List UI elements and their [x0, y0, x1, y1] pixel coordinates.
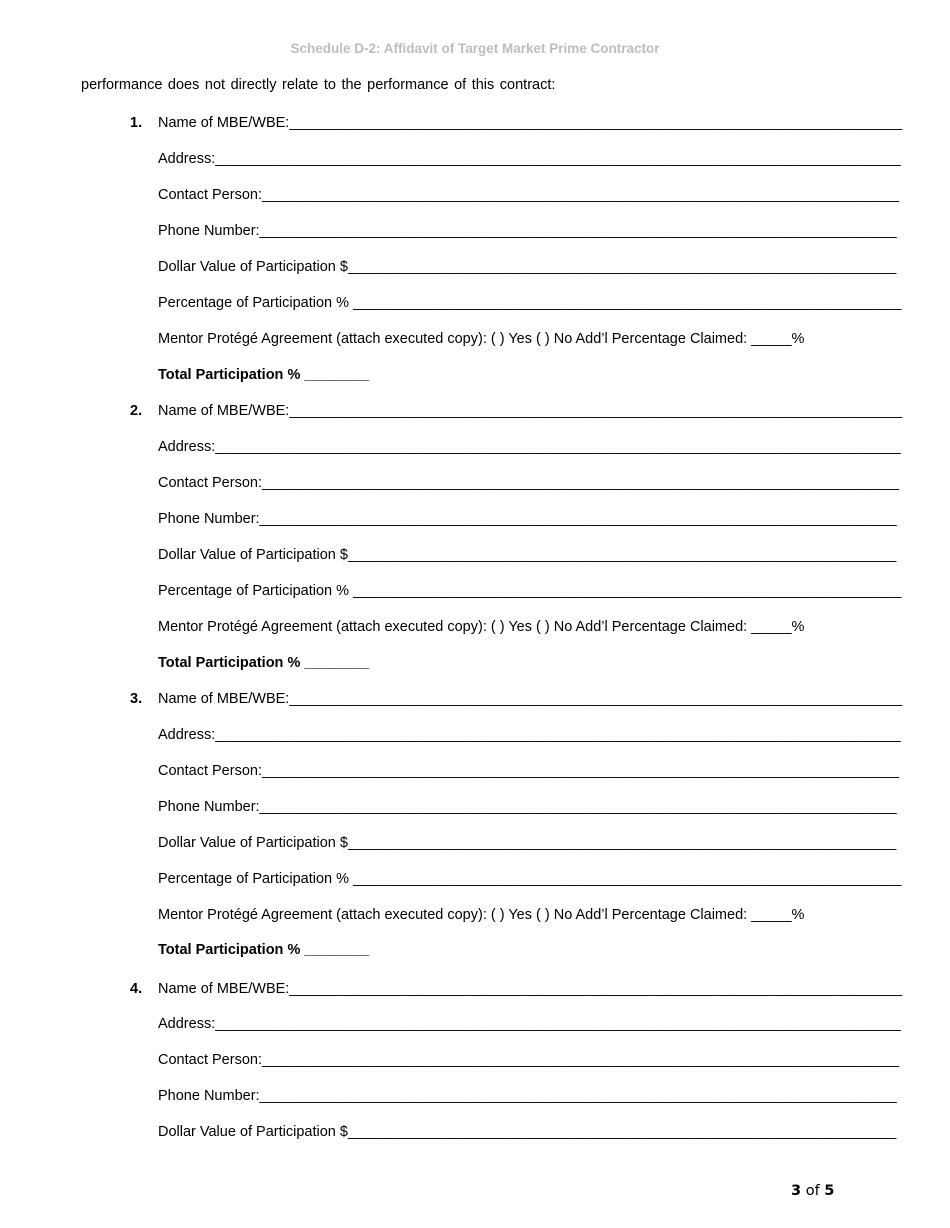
phone-number-field[interactable]: Phone Number:_______________________________________________________________________________ [158, 1088, 897, 1104]
dollar-value-field[interactable]: Dollar Value of Participation $____________________________________________________________________ [158, 1124, 897, 1140]
current-page: 3 [791, 1183, 802, 1199]
total-participation[interactable]: Total Participation % ________ [158, 367, 369, 383]
dollar-value-field[interactable]: Dollar Value of Participation $____________________________________________________________________ [158, 547, 897, 563]
mbe-name-field[interactable]: Name of MBE/WBE:____________________________________________________________________________ [158, 115, 903, 131]
intro-text: performance does not directly relate to the performance of this contract: [81, 77, 556, 93]
phone-number-field[interactable]: Phone Number:_______________________________________________________________________________ [158, 223, 897, 239]
page-number [791, 1183, 834, 1199]
mbe-name-field[interactable]: Name of MBE/WBE:____________________________________________________________________________ [158, 691, 903, 707]
mentor-protege-line[interactable]: Mentor Protégé Agreement (attach executed copy): ( ) Yes ( ) No Add’l Percentage Claimed: _____% [158, 619, 805, 635]
entry-number: 1. [130, 115, 143, 131]
address-field[interactable]: Address:_____________________________________________________________________________________ [158, 151, 901, 167]
percentage-field[interactable]: Percentage of Participation % ____________________________________________________________________ [158, 871, 902, 887]
page-of-label: of [805, 1183, 820, 1199]
entry-number: 2. [130, 403, 143, 419]
contact-person-field[interactable]: Contact Person:_______________________________________________________________________________ [158, 763, 900, 779]
contact-person-field[interactable]: Contact Person:_______________________________________________________________________________ [158, 1052, 900, 1068]
percentage-field[interactable]: Percentage of Participation % ____________________________________________________________________ [158, 295, 902, 311]
mentor-protege-line[interactable]: Mentor Protégé Agreement (attach executed copy): ( ) Yes ( ) No Add’l Percentage Claimed: _____% [158, 907, 805, 923]
address-field[interactable]: Address:_____________________________________________________________________________________ [158, 439, 901, 455]
address-field[interactable]: Address:_____________________________________________________________________________________ [158, 727, 901, 743]
dollar-value-field[interactable]: Dollar Value of Participation $____________________________________________________________________ [158, 259, 897, 275]
mbe-name-field[interactable]: Name of MBE/WBE:____________________________________________________________________________ [158, 403, 903, 419]
page-header-title: Schedule D-2: Affidavit of Target Market Prime Contractor [290, 41, 660, 56]
address-field[interactable]: Address:_____________________________________________________________________________________ [158, 1016, 901, 1032]
phone-number-field[interactable]: Phone Number:_______________________________________________________________________________ [158, 511, 897, 527]
percentage-field[interactable]: Percentage of Participation % ____________________________________________________________________ [158, 583, 902, 599]
total-participation[interactable]: Total Participation % ________ [158, 655, 369, 671]
entry-number: 3. [130, 691, 143, 707]
total-participation[interactable]: Total Participation % ________ [158, 942, 369, 958]
mentor-protege-line[interactable]: Mentor Protégé Agreement (attach executed copy): ( ) Yes ( ) No Add’l Percentage Claimed: _____% [158, 331, 805, 347]
mbe-name-field[interactable]: Name of MBE/WBE:____________________________________________________________________________ [158, 981, 903, 997]
entry-number: 4. [130, 981, 143, 997]
total-pages: 5 [824, 1183, 835, 1199]
contact-person-field[interactable]: Contact Person:_______________________________________________________________________________ [158, 187, 900, 203]
dollar-value-field[interactable]: Dollar Value of Participation $____________________________________________________________________ [158, 835, 897, 851]
phone-number-field[interactable]: Phone Number:_______________________________________________________________________________ [158, 799, 897, 815]
contact-person-field[interactable]: Contact Person:_______________________________________________________________________________ [158, 475, 900, 491]
